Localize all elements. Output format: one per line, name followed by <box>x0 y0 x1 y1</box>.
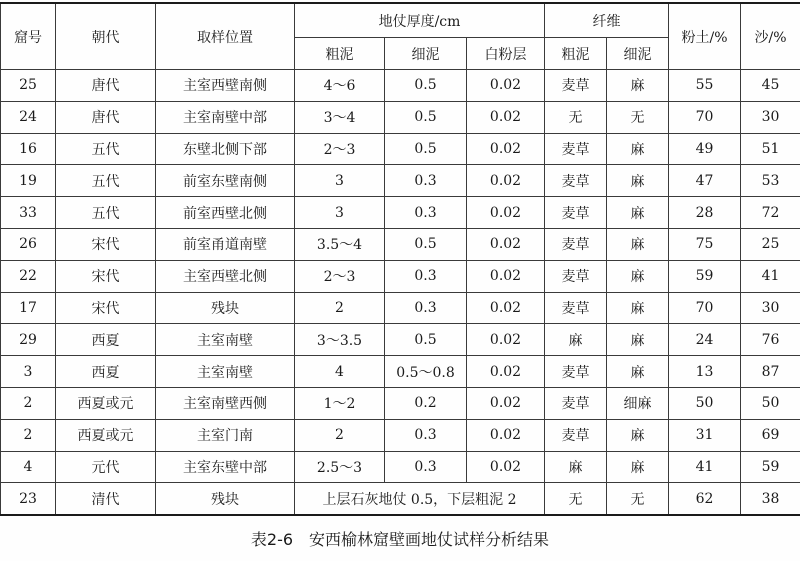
table-row <box>1 387 800 419</box>
cell-silt: 28 <box>669 197 741 229</box>
header-fiber: 纤维 <box>545 3 669 38</box>
header-fiber-coarse: 粗泥 <box>545 38 607 70</box>
cell-fiber-fine: 麻 <box>607 419 669 451</box>
table-caption: 表2-6 安西榆林窟壁画地仗试样分析结果 <box>250 530 550 549</box>
cell-fine: 0.3 <box>385 165 467 197</box>
cell-fine: 0.5 <box>385 70 467 102</box>
cell-dynasty: 清代 <box>56 483 156 515</box>
cell-fiber-coarse: 麦草 <box>545 133 607 165</box>
cell-fiber-fine: 麻 <box>607 70 669 102</box>
cell-sand: 41 <box>741 260 800 292</box>
cell-cave: 26 <box>1 228 56 260</box>
cell-fiber-coarse: 麦草 <box>545 197 607 229</box>
cell-coarse: 2.5～3 <box>295 451 385 483</box>
cell-white: 0.02 <box>467 292 545 324</box>
cell-dynasty: 宋代 <box>56 228 156 260</box>
cell-sand: 51 <box>741 133 800 165</box>
cell-fiber-fine: 麻 <box>607 292 669 324</box>
cell-coarse: 3 <box>295 197 385 229</box>
cell-fiber-fine: 麻 <box>607 133 669 165</box>
cell-coarse: 3～4 <box>295 101 385 133</box>
cell-silt: 49 <box>669 133 741 165</box>
cell-cave: 23 <box>1 483 56 515</box>
table-row <box>1 70 800 102</box>
cell-coarse: 4 <box>295 356 385 388</box>
cell-white: 0.02 <box>467 165 545 197</box>
cell-dynasty: 五代 <box>56 165 156 197</box>
cell-white: 0.02 <box>467 133 545 165</box>
cell-cave: 2 <box>1 419 56 451</box>
cell-fine: 0.3 <box>385 451 467 483</box>
cell-fiber-coarse: 麦草 <box>545 228 607 260</box>
cell-coarse: 3～3.5 <box>295 324 385 356</box>
cell-fine: 0.2 <box>385 387 467 419</box>
cell-dynasty: 唐代 <box>56 70 156 102</box>
cell-sand: 50 <box>741 387 800 419</box>
cell-dynasty: 宋代 <box>56 260 156 292</box>
cell-location: 主室南壁西侧 <box>156 387 295 419</box>
cell-coarse: 4～6 <box>295 70 385 102</box>
cell-sand: 53 <box>741 165 800 197</box>
cell-dynasty: 西夏 <box>56 356 156 388</box>
cell-cave: 17 <box>1 292 56 324</box>
table-row <box>1 165 800 197</box>
cell-fiber-fine: 麻 <box>607 451 669 483</box>
cell-fiber-fine: 无 <box>607 101 669 133</box>
cell-dynasty: 西夏或元 <box>56 419 156 451</box>
cell-sand: 72 <box>741 197 800 229</box>
table-row <box>1 197 800 229</box>
cell-white: 0.02 <box>467 324 545 356</box>
cell-sand: 30 <box>741 101 800 133</box>
cell-white: 0.02 <box>467 419 545 451</box>
cell-fine: 0.5 <box>385 228 467 260</box>
cell-dynasty: 西夏 <box>56 324 156 356</box>
cell-location: 东壁北侧下部 <box>156 133 295 165</box>
cell-fiber-coarse: 麦草 <box>545 387 607 419</box>
cell-silt: 59 <box>669 260 741 292</box>
cell-fiber-coarse: 无 <box>545 101 607 133</box>
cell-fiber-coarse: 麦草 <box>545 292 607 324</box>
cell-silt: 75 <box>669 228 741 260</box>
cell-cave: 24 <box>1 101 56 133</box>
header-silt: 粉土/% <box>669 3 741 70</box>
cell-sand: 38 <box>741 483 800 515</box>
header-thickness: 地仗厚度/cm <box>295 3 545 38</box>
cell-coarse: 2 <box>295 292 385 324</box>
cell-fiber-fine: 麻 <box>607 228 669 260</box>
cell-silt: 70 <box>669 101 741 133</box>
cell-silt: 47 <box>669 165 741 197</box>
table-row <box>1 324 800 356</box>
cell-dynasty: 五代 <box>56 133 156 165</box>
cell-dynasty: 元代 <box>56 451 156 483</box>
header-coarse-mud: 粗泥 <box>295 38 385 70</box>
cell-silt: 13 <box>669 356 741 388</box>
cell-white: 0.02 <box>467 101 545 133</box>
table-row-last <box>1 483 800 515</box>
header-fiber-fine: 细泥 <box>607 38 669 70</box>
cell-thickness-merged: 上层石灰地仗 0.5，下层粗泥 2 <box>295 483 545 515</box>
cell-fiber-coarse: 麻 <box>545 451 607 483</box>
cell-fine: 0.5 <box>385 101 467 133</box>
cell-fiber-fine: 麻 <box>607 260 669 292</box>
cell-cave: 16 <box>1 133 56 165</box>
cell-location: 主室南壁 <box>156 356 295 388</box>
cell-fiber-coarse: 麦草 <box>545 165 607 197</box>
table-row <box>1 228 800 260</box>
cell-cave: 29 <box>1 324 56 356</box>
cell-silt: 41 <box>669 451 741 483</box>
cell-white: 0.02 <box>467 387 545 419</box>
header-fine-mud: 细泥 <box>385 38 467 70</box>
table-row <box>1 260 800 292</box>
cell-location: 主室西壁南侧 <box>156 70 295 102</box>
cell-cave: 19 <box>1 165 56 197</box>
cell-fine: 0.3 <box>385 260 467 292</box>
header-dynasty: 朝代 <box>56 3 156 70</box>
cell-fine: 0.5 <box>385 324 467 356</box>
cell-white: 0.02 <box>467 451 545 483</box>
cell-white: 0.02 <box>467 197 545 229</box>
cell-fiber-fine: 麻 <box>607 165 669 197</box>
cell-fine: 0.3 <box>385 197 467 229</box>
table-row <box>1 133 800 165</box>
cell-location: 残块 <box>156 483 295 515</box>
cell-sand: 87 <box>741 356 800 388</box>
cell-dynasty: 宋代 <box>56 292 156 324</box>
cell-fiber-coarse: 麦草 <box>545 356 607 388</box>
cell-coarse: 3.5～4 <box>295 228 385 260</box>
cell-fine: 0.5 <box>385 133 467 165</box>
cell-fine: 0.5～0.8 <box>385 356 467 388</box>
cell-location: 主室西壁北侧 <box>156 260 295 292</box>
cell-white: 0.02 <box>467 70 545 102</box>
table-body <box>1 70 800 516</box>
cell-sand: 30 <box>741 292 800 324</box>
cell-location: 前室甬道南壁 <box>156 228 295 260</box>
table-row <box>1 419 800 451</box>
cell-fiber-coarse: 麦草 <box>545 419 607 451</box>
cell-silt: 24 <box>669 324 741 356</box>
header-location: 取样位置 <box>156 3 295 70</box>
cell-fiber-coarse: 无 <box>545 483 607 515</box>
cell-fine: 0.3 <box>385 419 467 451</box>
cell-location: 主室南壁中部 <box>156 101 295 133</box>
cell-location: 前室西壁北侧 <box>156 197 295 229</box>
table-row <box>1 292 800 324</box>
cell-fiber-fine: 麻 <box>607 197 669 229</box>
cell-location: 前室东壁南侧 <box>156 165 295 197</box>
cell-sand: 45 <box>741 70 800 102</box>
cell-location: 主室南壁 <box>156 324 295 356</box>
cell-coarse: 2～3 <box>295 133 385 165</box>
cell-coarse: 2 <box>295 419 385 451</box>
cell-sand: 25 <box>741 228 800 260</box>
cell-location: 主室门南 <box>156 419 295 451</box>
cell-cave: 25 <box>1 70 56 102</box>
cell-fiber-fine: 无 <box>607 483 669 515</box>
cell-fiber-coarse: 麻 <box>545 324 607 356</box>
cell-dynasty: 西夏或元 <box>56 387 156 419</box>
cell-silt: 31 <box>669 419 741 451</box>
table-row <box>1 101 800 133</box>
cell-fine: 0.3 <box>385 292 467 324</box>
cell-fiber-fine: 麻 <box>607 324 669 356</box>
cell-coarse: 2～3 <box>295 260 385 292</box>
cell-cave: 2 <box>1 387 56 419</box>
cell-sand: 76 <box>741 324 800 356</box>
cell-coarse: 1～2 <box>295 387 385 419</box>
cell-location: 主室东壁中部 <box>156 451 295 483</box>
cell-white: 0.02 <box>467 356 545 388</box>
cell-fiber-fine: 麻 <box>607 356 669 388</box>
cell-silt: 62 <box>669 483 741 515</box>
cell-fiber-coarse: 麦草 <box>545 70 607 102</box>
analysis-table <box>0 2 800 516</box>
cell-silt: 55 <box>669 70 741 102</box>
cell-fiber-fine: 细麻 <box>607 387 669 419</box>
header-cave-no: 窟号 <box>1 3 56 70</box>
cell-dynasty: 五代 <box>56 197 156 229</box>
cell-sand: 59 <box>741 451 800 483</box>
cell-cave: 33 <box>1 197 56 229</box>
cell-silt: 50 <box>669 387 741 419</box>
cell-white: 0.02 <box>467 260 545 292</box>
header-sand: 沙/% <box>741 3 800 70</box>
cell-silt: 70 <box>669 292 741 324</box>
cell-cave: 4 <box>1 451 56 483</box>
cell-sand: 69 <box>741 419 800 451</box>
cell-location: 残块 <box>156 292 295 324</box>
cell-cave: 3 <box>1 356 56 388</box>
cell-white: 0.02 <box>467 228 545 260</box>
cell-dynasty: 唐代 <box>56 101 156 133</box>
header-white-powder: 白粉层 <box>467 38 545 70</box>
table-row <box>1 451 800 483</box>
cell-cave: 22 <box>1 260 56 292</box>
cell-coarse: 3 <box>295 165 385 197</box>
cell-fiber-coarse: 麦草 <box>545 260 607 292</box>
table-row <box>1 356 800 388</box>
